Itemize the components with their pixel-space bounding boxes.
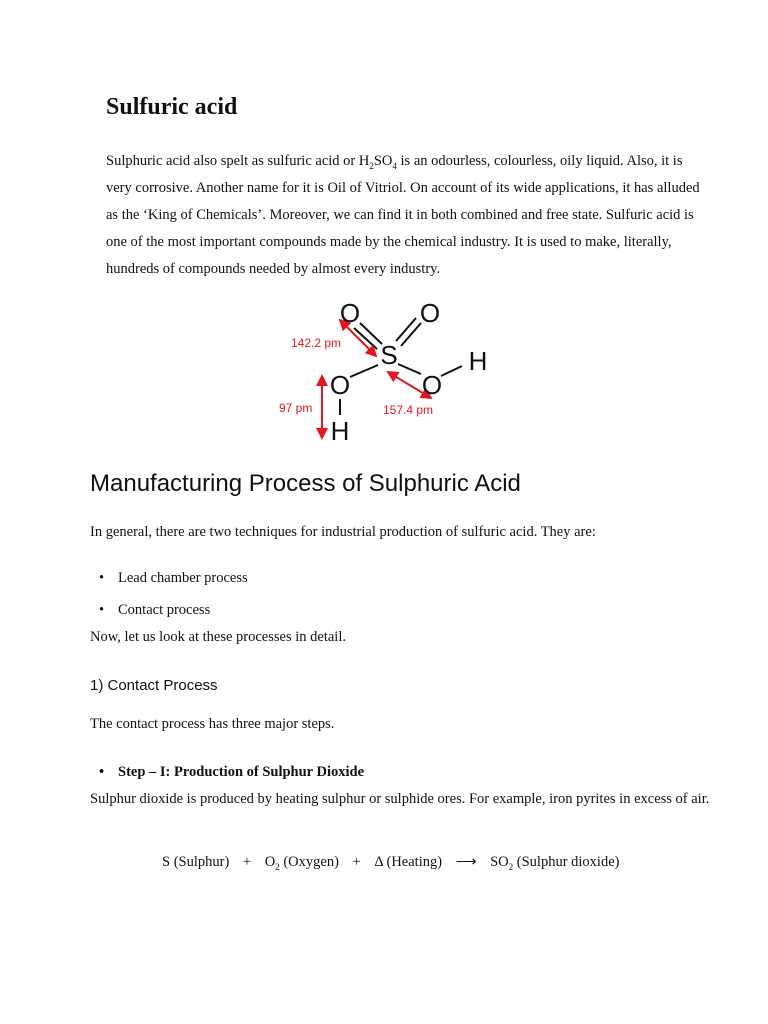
- reaction-equation: [162, 854, 619, 871]
- product-subscript: 2: [508, 861, 514, 872]
- plus-sign: +: [242, 854, 252, 870]
- step-title: • Step – I: Production of Sulphur Dioxide: [90, 763, 590, 781]
- atom-o-right: O: [421, 370, 443, 400]
- bonds: [340, 318, 462, 415]
- atom-o-top-left: O: [339, 298, 361, 328]
- techniques-list: [90, 569, 490, 619]
- intro-subscript-1: 2: [369, 160, 374, 171]
- contact-process-heading: 1) Contact Process: [90, 677, 218, 694]
- atom-s: S: [380, 340, 398, 370]
- product-symbol: SO: [490, 854, 509, 870]
- section-heading: Manufacturing Process of Sulphuric Acid: [90, 470, 521, 497]
- detail-text: Now, let us look at these processes in detail.: [90, 629, 346, 645]
- double-bond-left-b: [360, 323, 382, 344]
- label-oh: 97 pm: [279, 401, 313, 415]
- double-bond-right-a: [396, 318, 416, 341]
- single-bond-s-o-right: [398, 364, 421, 374]
- reactant-oxygen: [265, 854, 339, 870]
- oxygen-name: (Oxygen): [279, 854, 339, 870]
- technique-item: • Contact process: [90, 601, 490, 619]
- label-so-single: 157.4 pm: [383, 403, 434, 417]
- reactant-sulphur: S (Sulphur): [162, 854, 230, 870]
- atom-o-left: O: [329, 370, 351, 400]
- single-bond-s-o-left: [350, 365, 378, 377]
- intro-text-2: SO: [373, 153, 393, 169]
- atom-h-right: H: [468, 346, 488, 376]
- contact-intro: The contact process has three major steps.: [90, 716, 335, 732]
- oxygen-symbol: O: [264, 854, 276, 870]
- intro-paragraph: [106, 148, 706, 283]
- atom-o-top-right: O: [419, 298, 441, 328]
- oxygen-subscript: 2: [275, 861, 280, 872]
- sulfuric-acid-structure-diagram: [270, 292, 500, 452]
- atom-h-bottom: H: [330, 416, 350, 446]
- technique-item: • Lead chamber process: [90, 569, 490, 587]
- single-bond-o-h-right: [441, 366, 462, 376]
- intro-subscript-2: 4: [392, 160, 397, 171]
- heating-condition: Δ (Heating): [374, 854, 443, 870]
- reaction-arrow-icon: ⟶: [455, 854, 477, 870]
- page-title: Sulfuric acid: [106, 94, 238, 120]
- product-sulphur-dioxide: [490, 854, 619, 870]
- step-description: Sulphur dioxide is produced by heating sulphur or sulphide ores. For example, iron pyrites in excess of air.: [90, 791, 710, 807]
- intro-text-1: Sulphuric acid also spelt as sulfuric acid or H: [106, 153, 370, 169]
- label-so-double: 142.2 pm: [291, 336, 342, 350]
- intro-text-3: is an odourless, colourless, oily liquid. Also, it is very corrosive. Another name for it is Oil of Vitriol. On account of its wide applications, it has alluded as the ‘King of Chemicals’. Moreover, we can find it in both combined and free state. Sulfuric acid is one of the most important compounds made by the chemical industry. It is used to make, literally, hundreds of compounds needed by almost every industry.: [106, 153, 700, 277]
- plus-sign: +: [352, 854, 361, 870]
- double-bond-right-b: [401, 323, 421, 346]
- general-text: In general, there are two techniques for industrial production of sulfuric acid. They are:: [90, 524, 596, 540]
- steps-list: [90, 763, 590, 781]
- product-name: (Sulphur dioxide): [513, 854, 620, 870]
